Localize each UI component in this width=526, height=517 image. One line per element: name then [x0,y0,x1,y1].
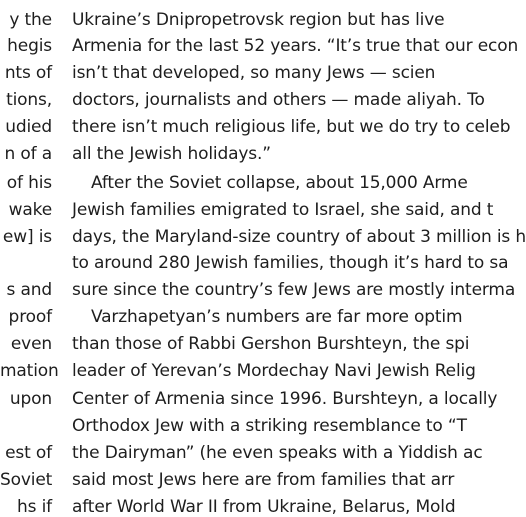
body-text-line: the Dairyman” (he even speaks with a Yiddish ac [72,443,483,463]
body-text-line: isn’t that developed, so many Jews — scien [72,63,436,83]
left-column-line: of his [6,173,52,193]
left-column-line: Soviet [0,470,53,490]
left-column-line: s and [6,280,52,300]
body-text-line: leader of Yerevan’s Mordechay Navi Jewish Relig [72,361,476,381]
left-column-line: wake [8,200,52,220]
paragraph-start-line: After the Soviet collapse, about 15,000 Arme [91,173,468,193]
left-column-line: n of a [4,144,52,164]
body-text-line: Center of Armenia since 1996. Burshteyn, a locally [72,389,498,409]
body-text-line: to around 280 Jewish families, though it’s hard to sa [72,253,509,273]
body-text-line: all the Jewish holidays.” [72,144,271,164]
left-column-line: hs if [17,497,52,517]
body-text-line: said most Jews here are from families that arr [72,470,455,490]
body-text-line: than those of Rabbi Gershon Burshteyn, the spi [72,334,470,354]
body-text-line: there isn’t much religious life, but we do try to celeb [72,117,511,137]
body-text-line: days, the Maryland-size country of about 3 million is h [72,227,526,247]
body-text-line: after World War II from Ukraine, Belarus, Mold [72,497,456,517]
left-column-line: ew] is [2,227,52,247]
left-column-line: proof [8,307,52,327]
body-text-line: Jewish families emigrated to Israel, she said, and t [72,200,494,220]
left-column-line: upon [9,389,52,409]
left-column-line: est of [5,443,52,463]
body-text-line: Orthodox Jew with a striking resemblance to “T [72,416,467,436]
left-column-line: hegis [7,36,52,56]
body-text-line: doctors, journalists and others — made aliyah. To [72,90,485,110]
left-column-line: mation [0,361,59,381]
left-column-line: nts of [4,63,52,83]
body-text-line: Armenia for the last 52 years. “It’s true that our econ [72,36,519,56]
left-column-line: tions, [6,90,52,110]
left-column-line: udied [5,117,52,137]
body-text-line: Ukraine’s Dnipropetrovsk region but has live [72,10,445,30]
left-column-line: even [10,334,52,354]
paragraph-start-line: Varzhapetyan’s numbers are far more optim [91,307,463,327]
body-text-line: sure since the country’s few Jews are mostly interma [72,280,516,300]
left-column-line: y the [9,10,52,30]
